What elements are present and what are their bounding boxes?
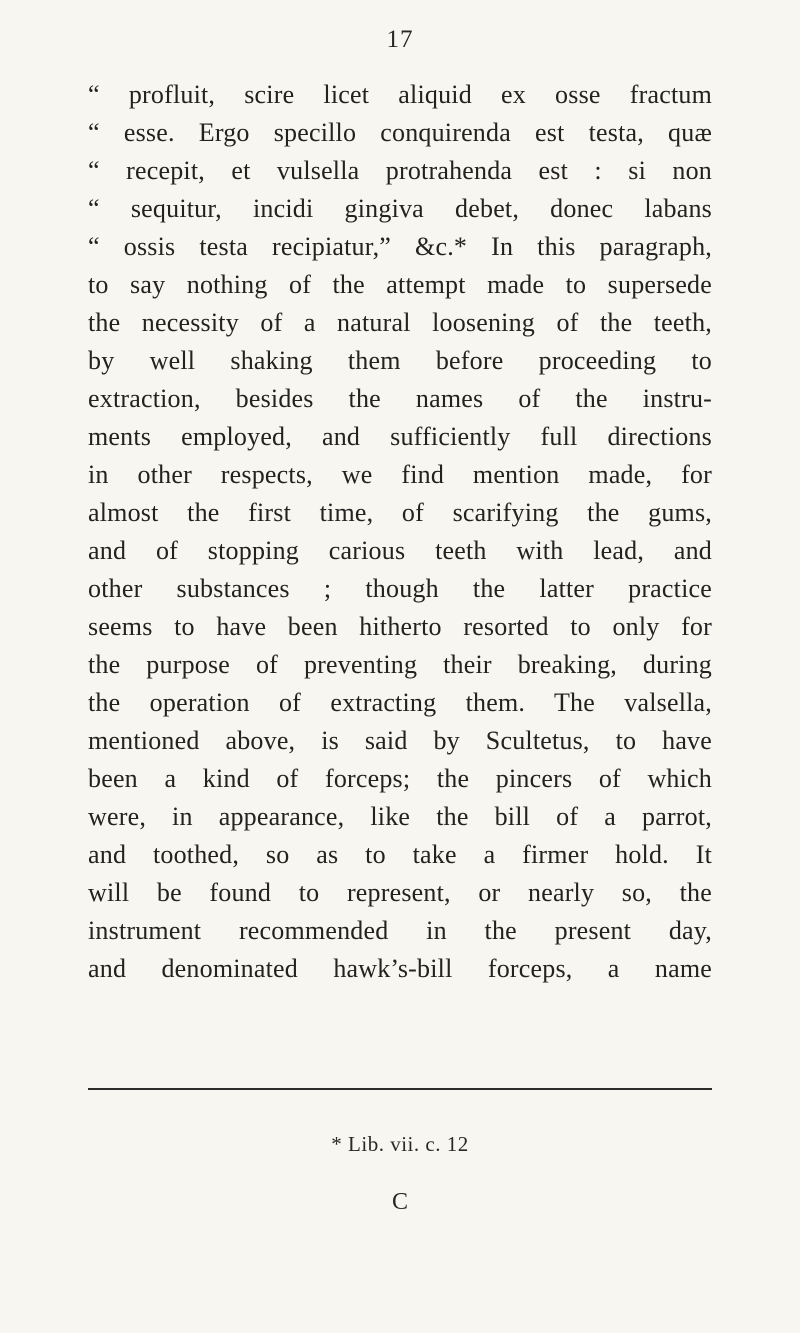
text-line: mentioned above, is said by Scultetus, to have <box>88 726 712 755</box>
text-line: the purpose of preventing their breaking, during <box>88 650 712 679</box>
text-line: by well shaking them before proceeding to <box>88 346 712 375</box>
text-line: will be found to represent, or nearly so, the <box>88 878 712 907</box>
text-line: “ recepit, et vulsella protrahenda est : si non <box>88 156 712 185</box>
signature-mark: C <box>391 1189 408 1215</box>
page-number: 17 <box>386 26 414 53</box>
text-line: seems to have been hitherto resorted to only for <box>88 612 712 641</box>
footnote-rule <box>88 1088 712 1090</box>
text-line: the necessity of a natural loosening of the teeth, <box>88 308 712 337</box>
text-line: “ esse. Ergo specillo conquirenda est testa, quæ <box>88 118 712 147</box>
text-line: and denominated hawk’s-bill forceps, a name <box>88 954 712 983</box>
text-line: instrument recommended in the present day, <box>88 916 712 945</box>
text-line: in other respects, we find mention made, for <box>88 460 712 489</box>
text-line: the operation of extracting them. The valsella, <box>88 688 712 717</box>
text-line: been a kind of forceps; the pincers of which <box>88 764 712 793</box>
text-line: and of stopping carious teeth with lead, and <box>88 536 712 565</box>
body-text <box>88 76 712 988</box>
footnote: * Lib. vii. c. 12 <box>331 1132 469 1156</box>
text-line: “ ossis testa recipiatur,” &c.* In this paragraph, <box>88 232 712 261</box>
text-line: were, in appearance, like the bill of a parrot, <box>88 802 712 831</box>
text-line: and toothed, so as to take a firmer hold. It <box>88 840 712 869</box>
text-line: other substances ; though the latter practice <box>88 574 712 603</box>
text-line: to say nothing of the attempt made to supersede <box>88 270 712 299</box>
text-line: ments employed, and sufficiently full directions <box>88 422 712 451</box>
text-line: almost the first time, of scarifying the gums, <box>88 498 712 527</box>
text-line: “ profluit, scire licet aliquid ex osse fractum <box>88 80 712 109</box>
text-line: “ sequitur, incidi gingiva debet, donec labans <box>88 194 712 223</box>
text-line: extraction, besides the names of the instru- <box>88 384 712 413</box>
